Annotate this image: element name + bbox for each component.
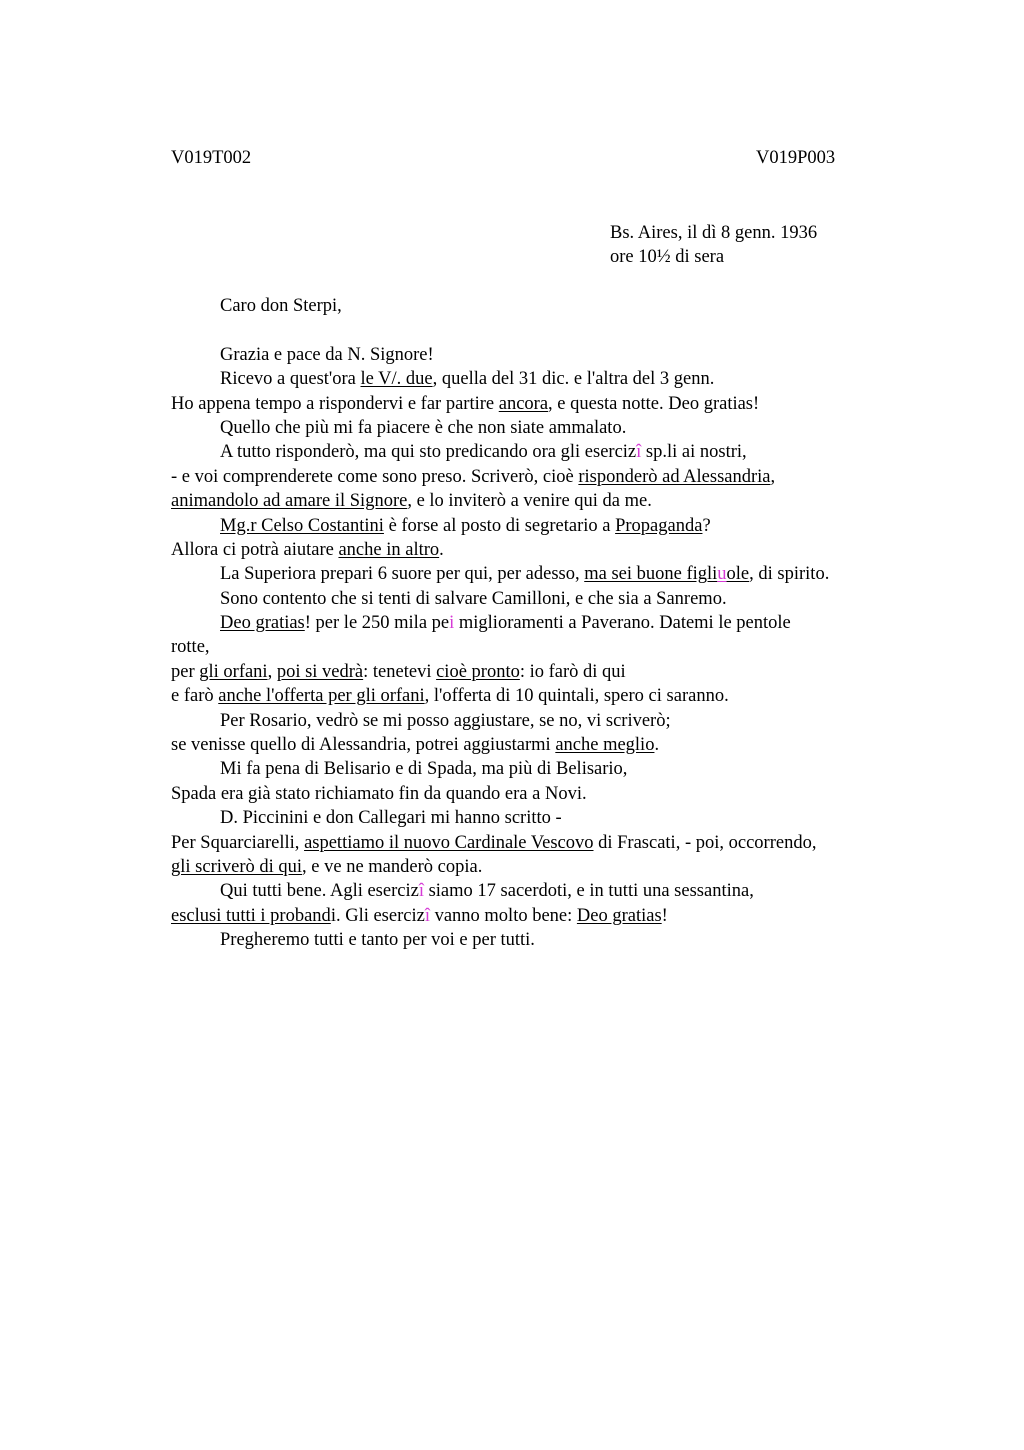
text-run: , e questa notte. Deo gratias! xyxy=(548,393,760,414)
text-run: di Frascati, - poi, occorrendo, xyxy=(593,832,817,853)
text-run: ! per le 250 mila pe xyxy=(304,613,450,634)
dateline-time: ore 10½ di sera xyxy=(610,247,725,268)
underlined-text: ma sei buone figli xyxy=(584,564,718,585)
letter-line xyxy=(171,733,911,757)
letter-line xyxy=(171,465,911,489)
underlined-text: ole xyxy=(726,564,750,585)
letter-line: Sono contento che si tenti di salvare Camilloni, e che sia a Sanremo. xyxy=(220,588,727,609)
letter-line xyxy=(171,904,911,928)
underlined-text: Deo gratias xyxy=(576,905,662,926)
text-run: La Superiora prepari 6 suore per qui, per adesso, xyxy=(220,564,585,585)
underlined-text: le V/. due xyxy=(360,369,433,390)
text-run: se venisse quello di Alessandria, potrei aggiustarmi xyxy=(171,735,556,756)
text-run: ? xyxy=(702,515,711,536)
letter-line: Mi fa pena di Belisario e di Spada, ma più di Belisario, xyxy=(220,759,628,780)
underlined-text: Propaganda xyxy=(615,515,703,536)
editorial-mark: i xyxy=(449,613,455,634)
letter-line: D. Piccinini e don Callegari mi hanno scritto - xyxy=(220,808,562,829)
text-run: : io farò di qui xyxy=(519,661,626,682)
underlined-text: poi si vedrà xyxy=(276,661,364,682)
underlined-text: risponderò ad Alessandria xyxy=(578,466,771,487)
text-run: . xyxy=(654,735,660,756)
underlined-text: Mg.r Celso Costantini xyxy=(220,515,384,536)
letter-line: Pregheremo tutti e tanto per voi e per tutti. xyxy=(220,930,535,951)
underlined-text: gli orfani xyxy=(199,661,268,682)
editorial-mark: u xyxy=(717,564,727,585)
letter-body xyxy=(171,294,911,953)
text-run: , quella del 31 dic. e l'altra del 3 genn. xyxy=(432,369,715,390)
text-run: , xyxy=(267,661,277,682)
letter-line xyxy=(171,392,911,416)
editorial-mark: î xyxy=(636,442,642,463)
letter-line xyxy=(171,538,911,562)
underlined-text: ancora xyxy=(498,393,549,414)
underlined-text: anche meglio xyxy=(555,735,655,756)
letter-line xyxy=(171,855,911,879)
text-run: Ricevo a quest'ora xyxy=(220,369,361,390)
document-code-right: V019P003 xyxy=(756,148,836,168)
letter-line xyxy=(171,367,911,391)
letter-line xyxy=(171,562,911,586)
text-run: , xyxy=(770,466,776,487)
dateline-place-date: Bs. Aires, il dì 8 genn. 1936 xyxy=(610,223,818,243)
text-run: è forse al posto di segretario a xyxy=(383,515,616,536)
text-run: vanno molto bene: xyxy=(429,905,577,926)
greeting: Grazia e pace da N. Signore! xyxy=(220,344,434,365)
underlined-text: aspettiamo il nuovo Cardinale Vescovo xyxy=(304,832,594,853)
text-run: A tutto risponderò, ma qui sto predicando ora gli eserciz xyxy=(220,442,637,463)
text-run: , l'offerta di 10 quintali, spero ci saranno. xyxy=(424,686,729,707)
text-run: , e lo inviterò a venire qui da me. xyxy=(407,491,652,512)
letter-line: Quello che più mi fa piacere è che non siate ammalato. xyxy=(220,417,627,438)
letter-line: Spada era già stato richiamato fin da quando era a Novi. xyxy=(171,783,587,804)
text-run: , e ve ne manderò copia. xyxy=(302,856,483,877)
letter-line: Per Rosario, vedrò se mi posso aggiustare, se no, vi scriverò; xyxy=(220,710,671,731)
text-run: i. Gli eserciz xyxy=(330,905,425,926)
underlined-text: anche in altro xyxy=(338,539,440,560)
letter-line xyxy=(171,489,911,513)
letter-line xyxy=(171,611,911,635)
letter-line xyxy=(171,684,911,708)
text-run: miglioramenti a Paverano. Datemi le pentole xyxy=(454,613,791,634)
text-run: e farò xyxy=(171,686,219,707)
text-run: : tenetevi xyxy=(363,661,437,682)
text-run: Qui tutti bene. Agli eserciz xyxy=(220,881,419,902)
text-run: Allora ci potrà aiutare xyxy=(171,539,339,560)
document-code-left: V019T002 xyxy=(171,148,252,168)
letter-line xyxy=(171,660,911,684)
letter-line xyxy=(171,514,911,538)
text-run: , di spirito. xyxy=(749,564,830,585)
text-run: per xyxy=(171,661,200,682)
text-run: siamo 17 sacerdoti, e in tutti una sessantina, xyxy=(423,881,754,902)
letter-line: rotte, xyxy=(171,637,210,658)
blank-line xyxy=(171,318,911,342)
text-run: Per Squarciarelli, xyxy=(171,832,305,853)
underlined-text: Deo gratias xyxy=(220,613,305,634)
editorial-mark: î xyxy=(424,905,430,926)
underlined-text: animandolo ad amare il Signore xyxy=(171,491,408,512)
text-run: ! xyxy=(661,905,668,926)
text-run: . xyxy=(439,539,444,560)
underlined-text: anche l'offerta per gli orfani xyxy=(218,686,425,707)
editorial-mark: î xyxy=(418,881,424,902)
salutation: Caro don Sterpi, xyxy=(220,296,342,316)
text-run: Ho appena tempo a rispondervi e far partire xyxy=(171,393,499,414)
underlined-text: gli scriverò di qui xyxy=(171,856,303,877)
letter-line xyxy=(171,879,911,903)
text-run: - e voi comprenderete come sono preso. Scriverò, cioè xyxy=(171,466,579,487)
letter-line xyxy=(171,440,911,464)
underlined-text: cioè pronto xyxy=(436,661,520,682)
letter-line xyxy=(171,831,911,855)
text-run: sp.li ai nostri, xyxy=(641,442,747,463)
dateline xyxy=(610,221,817,270)
underlined-text: esclusi tutti i proband xyxy=(171,905,331,926)
